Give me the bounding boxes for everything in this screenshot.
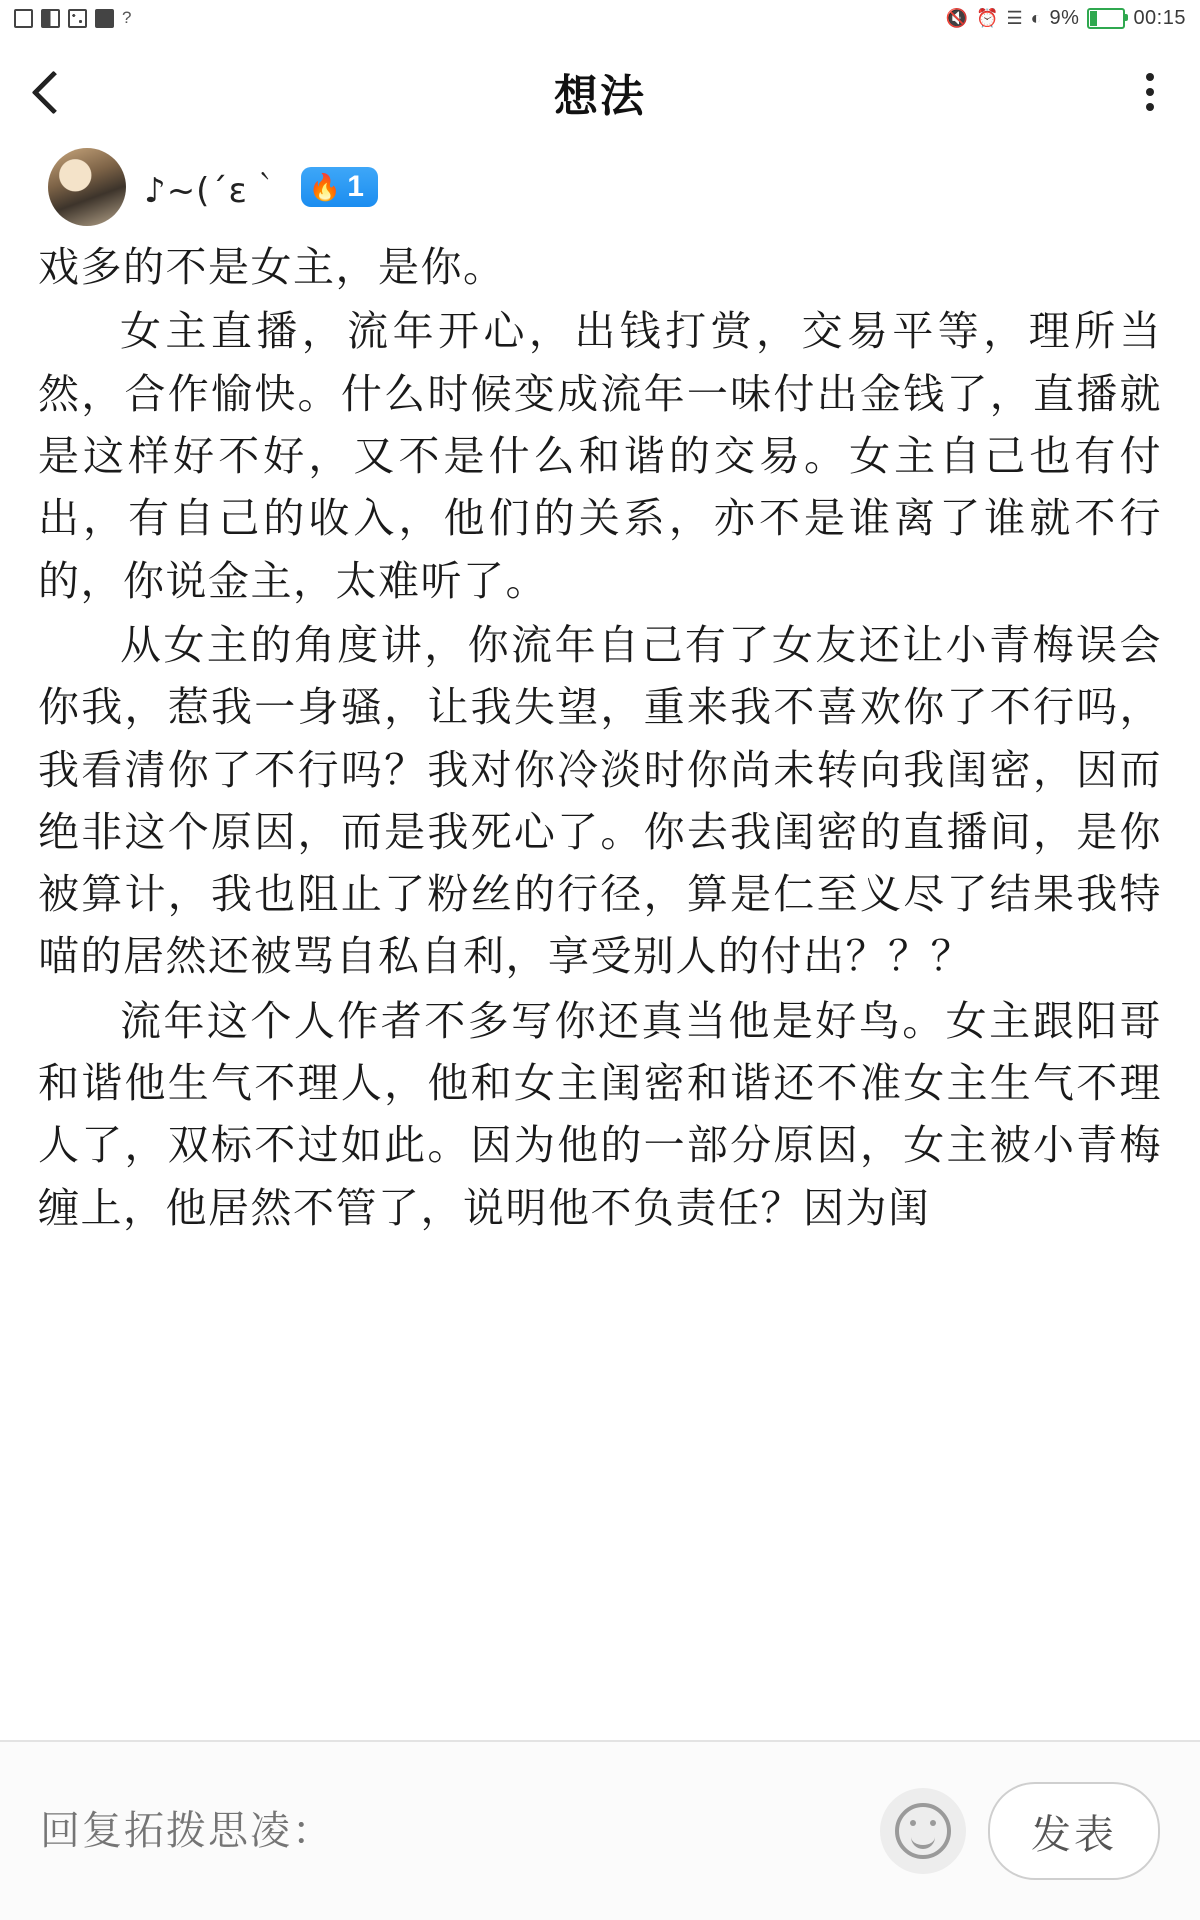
more-vertical-icon-dot-3: [1146, 103, 1154, 111]
mail-icon: [95, 9, 114, 28]
post-paragraph: 从女主的角度讲，你流年自己有了女友还让小青梅误会你我，惹我一身骚，让我失望，重来我不喜欢你了不行吗，我看清你了不行吗？我对你冷淡时你尚未转向我闺密，因而绝非这个原因，而是我死心了。你去我闺密的直播间，是你被算计，我也阻止了粉丝的行径，算是仁至义尽了结果我特喵的居然还被骂自私自利，享受别人的付出？？？: [38, 620, 1162, 981]
more-vertical-icon-dot-1: [1146, 73, 1154, 81]
emoji-smiley-icon: [895, 1803, 951, 1859]
post-body: [0, 236, 1200, 1239]
app-bar: [0, 36, 1200, 148]
more-vertical-icon-dot-2: [1146, 88, 1154, 96]
reply-bar: [0, 1740, 1200, 1920]
question-icon: ?: [122, 8, 132, 27]
reply-input[interactable]: [40, 1808, 858, 1854]
post-paragraph: 戏多的不是女主，是你。: [38, 243, 506, 291]
alarm-icon: ⏰: [976, 8, 999, 28]
username[interactable]: ♪~(´ε｀: [144, 170, 283, 211]
image-icon: [41, 9, 60, 28]
status-bar-right-icons: [946, 7, 1186, 30]
publish-button[interactable]: 发表: [988, 1782, 1160, 1880]
battery-percent: 9%: [1049, 6, 1080, 29]
badge-count: 1: [347, 170, 364, 203]
wifi-icon: ◐: [1030, 8, 1042, 28]
back-button[interactable]: [0, 36, 96, 148]
avatar[interactable]: [48, 148, 126, 226]
post-paragraph: 流年这个人作者不多写你还真当他是好鸟。女主跟阳哥和谐他生气不理人，他和女主闺密和谐还不准女主生气不理人了，双标不过如此。因为他的一部分原因，女主被小青梅缠上，他居然不管了，说明他不负责任？因为闺: [38, 996, 1162, 1232]
volume-off-icon: 🔇: [945, 8, 969, 28]
post-paragraph: 女主直播，流年开心，出钱打赏，交易平等，理所当然，合作愉快。什么时候变成流年一味付出金钱了，直播就是这样好不好，又不是什么和谐的交易。女主自己也有付出，有自己的收入，他们的关系，亦不是谁离了谁就不行的，你说金主，太难听了。: [38, 307, 1162, 605]
square-outline-icon: [14, 9, 33, 28]
more-options-button[interactable]: [1100, 36, 1200, 148]
post-header: [0, 148, 1200, 236]
flame-icon: 🔥: [308, 171, 342, 202]
grid-icon: [68, 9, 87, 28]
back-chevron-icon: [31, 70, 75, 114]
signal-icon: ☰: [1006, 8, 1023, 28]
page-title: 想法: [554, 71, 646, 122]
post-scroll-area[interactable]: [0, 148, 1200, 1740]
battery-icon: [1087, 8, 1125, 29]
status-badge: [301, 167, 378, 207]
emoji-button[interactable]: [880, 1788, 966, 1874]
status-clock: 00:15: [1133, 6, 1186, 29]
status-bar: [0, 0, 1200, 36]
status-bar-left-icons: [14, 8, 131, 28]
